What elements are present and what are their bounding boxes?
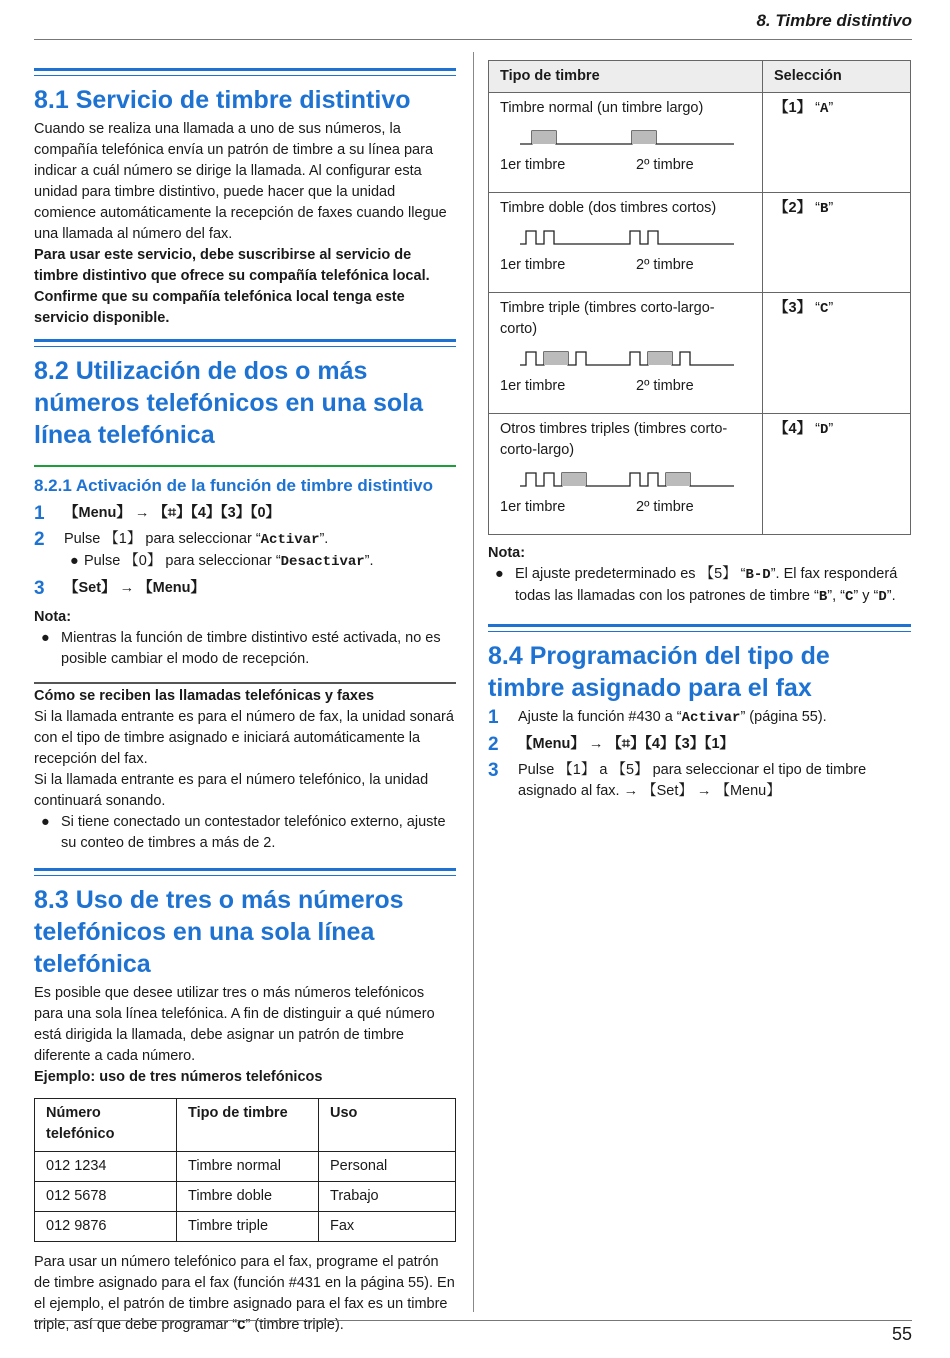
right-column bbox=[488, 60, 911, 807]
display-code: D bbox=[819, 422, 829, 438]
first-ring-label: 1er timbre bbox=[500, 378, 566, 394]
table-row bbox=[35, 1212, 456, 1242]
table-row bbox=[35, 1152, 456, 1182]
step-3 bbox=[488, 760, 911, 802]
section-8-1-note: Para usar este servicio, debe suscribirse al servicio de timbre distintivo que ofrece su compañía telefónica local. Confirme que su compañía telefónica local tenga este servicio disponible. bbox=[34, 247, 430, 326]
ring-labels bbox=[500, 155, 751, 176]
paragraph-part: Para usar un número telefónico para el fax, programe el patrón de timbre asignado para el fax (función #431 en la página 55). En el ejemplo, el patrón de timbre asignado para el fax es un timbre triple, así que debe programar “ bbox=[34, 1254, 455, 1333]
bullet-text-part: ” y “ bbox=[853, 588, 879, 604]
table-header-cell: Tipo de timbre bbox=[177, 1099, 319, 1152]
step-text: Pulse 【1】 a 【5】 para seleccionar el tipo de timbre asignado al fax. → 【Set】 → 【Menu】 bbox=[518, 762, 867, 799]
ring-type-label: Timbre doble (dos timbres cortos) bbox=[500, 200, 717, 216]
key-label: 【3】 bbox=[774, 300, 812, 316]
table-row bbox=[489, 414, 911, 535]
bullet-text-part: Pulse 【0】 para seleccionar “ bbox=[84, 553, 281, 569]
table-header-cell: Selección bbox=[763, 61, 911, 93]
how-paragraph-2: Si la llamada entrante es para el número telefónico, la unidad continuará sonando. bbox=[34, 772, 429, 809]
bullet-text: Mientras la función de timbre distintivo esté activada, no es posible cambiar el modo de recepción. bbox=[61, 630, 441, 667]
first-ring-label: 1er timbre bbox=[500, 499, 566, 515]
ring-type-cell bbox=[489, 93, 763, 193]
bullet-icon: ● bbox=[41, 814, 50, 830]
display-code: C bbox=[844, 589, 854, 605]
bullet-text-part: ”. El fax responderá todas las llamadas con los patrones de timbre “ bbox=[515, 566, 898, 604]
table-header-cell: Número telefónico bbox=[35, 1099, 177, 1152]
key-label: 【1】 bbox=[774, 100, 812, 116]
section-8-3-title: 8.3 Uso de tres o más números telefónicos en una sola línea telefónica bbox=[34, 886, 404, 978]
table-cell: Trabajo bbox=[319, 1182, 456, 1212]
section-bar bbox=[34, 339, 456, 347]
table-cell: 012 5678 bbox=[35, 1182, 177, 1212]
section-8-3-after bbox=[34, 1252, 456, 1337]
step-2 bbox=[34, 529, 456, 551]
ring-type-cell bbox=[489, 414, 763, 535]
first-ring-label: 1er timbre bbox=[500, 157, 566, 173]
selection-cell: 【3】 “C” bbox=[763, 293, 911, 414]
step-text-part: Pulse 【1】 para seleccionar “ bbox=[64, 531, 261, 547]
table-row bbox=[489, 193, 911, 293]
ring-type-label: Otros timbres triples (timbres corto-corto-largo) bbox=[500, 421, 728, 458]
step-text: 【Set】 → 【Menu】 bbox=[64, 580, 205, 596]
bullet-text-part: ”. bbox=[364, 553, 374, 569]
second-ring-label: 2º timbre bbox=[636, 378, 694, 394]
step-number: 2 bbox=[34, 529, 45, 550]
table-cell: Fax bbox=[319, 1212, 456, 1242]
ring-type-label: Timbre triple (timbres corto-largo-corto) bbox=[500, 300, 715, 337]
step-1 bbox=[488, 707, 911, 729]
display-code: B-D bbox=[745, 567, 771, 583]
table-cell: Timbre doble bbox=[177, 1182, 319, 1212]
step-text: 【Menu】 → 【⌗】【4】【3】【1】 bbox=[518, 736, 735, 752]
table-header-cell: Tipo de timbre bbox=[489, 61, 763, 93]
second-ring-label: 2º timbre bbox=[636, 499, 694, 515]
ring-pattern-icon bbox=[520, 469, 735, 489]
second-ring-label: 2º timbre bbox=[636, 157, 694, 173]
display-code: A bbox=[819, 101, 829, 117]
bullet-text-part: El ajuste predeterminado es 【5】 “ bbox=[515, 566, 746, 582]
ring-labels bbox=[500, 497, 751, 518]
bullet-icon: ● bbox=[495, 566, 504, 582]
ring-type-cell bbox=[489, 293, 763, 414]
section-8-4-title: 8.4 Programación del tipo de timbre asignado para el fax bbox=[488, 642, 830, 702]
second-ring-label: 2º timbre bbox=[636, 257, 694, 273]
step-text bbox=[518, 707, 827, 729]
display-code: B bbox=[819, 201, 829, 217]
subsection-bar bbox=[34, 465, 456, 469]
example-table bbox=[34, 1098, 456, 1242]
step-2 bbox=[488, 734, 911, 755]
bullet-text-part: ”. bbox=[886, 588, 896, 604]
note-bullet bbox=[34, 628, 456, 670]
bullet-text bbox=[84, 551, 374, 573]
ring-pattern-icon bbox=[520, 348, 735, 368]
step-3 bbox=[34, 578, 456, 599]
page-number: 55 bbox=[891, 1324, 912, 1344]
paragraph-part: ” (timbre triple). bbox=[245, 1317, 344, 1333]
step-number: 1 bbox=[34, 503, 45, 524]
table-header-cell: Uso bbox=[319, 1099, 456, 1152]
step-number: 3 bbox=[34, 578, 45, 599]
bullet-text: Si tiene conectado un contestador telefónico externo, ajuste su conteo de timbres a más de 2. bbox=[61, 814, 446, 851]
how-paragraph-1: Si la llamada entrante es para el número de fax, la unidad sonará con el tipo de timbre asignado e iniciará automáticamente la recepción del fax. bbox=[34, 709, 454, 767]
footer-rule bbox=[34, 1320, 912, 1321]
step-text bbox=[64, 529, 328, 551]
step-number: 3 bbox=[488, 760, 499, 781]
step-number: 1 bbox=[488, 707, 499, 728]
section-8-1-title: 8.1 Servicio de timbre distintivo bbox=[34, 86, 411, 114]
ring-labels bbox=[500, 255, 751, 276]
display-code: D bbox=[878, 589, 887, 605]
table-cell: Timbre triple bbox=[177, 1212, 319, 1242]
bullet-icon: ● bbox=[70, 553, 79, 569]
display-code: Activar bbox=[681, 710, 741, 726]
table-row bbox=[489, 293, 911, 414]
ring-type-label: Timbre normal (un timbre largo) bbox=[500, 100, 704, 116]
step-text: 【Menu】 → 【⌗】【4】【3】【0】 bbox=[64, 505, 281, 521]
table-row bbox=[35, 1182, 456, 1212]
ring-labels bbox=[500, 376, 751, 397]
column-divider bbox=[473, 52, 474, 1312]
section-8-2-1-title: 8.2.1 Activación de la función de timbre distintivo bbox=[34, 476, 433, 495]
note-heading: Nota: bbox=[488, 545, 526, 561]
display-code: Desactivar bbox=[280, 554, 365, 570]
note-heading: Nota: bbox=[34, 609, 72, 625]
table-header-row bbox=[35, 1099, 456, 1152]
step-text-part: Ajuste la función #430 a “ bbox=[518, 709, 682, 725]
section-8-1-body: Cuando se realiza una llamada a uno de sus números, la compañía telefónica envía un patrón de timbre a su línea para indicar a cuál número se dirige la llamada. Al configurar esta unidad para timbre distintivo, puede hacer que la unidad comience automáticamente la recepción de faxes cuando llegue una llamada al número del fax. bbox=[34, 121, 447, 242]
display-code: C bbox=[819, 301, 829, 317]
step-1 bbox=[34, 503, 456, 524]
display-code: B bbox=[818, 589, 828, 605]
table-header-row bbox=[489, 61, 911, 93]
key-label: 【4】 bbox=[774, 421, 812, 437]
how-title: Cómo se reciben las llamadas telefónicas y faxes bbox=[34, 688, 375, 704]
table-cell: 012 1234 bbox=[35, 1152, 177, 1182]
table-cell: Personal bbox=[319, 1152, 456, 1182]
note-bullet bbox=[488, 564, 911, 608]
section-bar bbox=[488, 624, 911, 632]
step-text-part: ”. bbox=[319, 531, 329, 547]
section-bar bbox=[34, 68, 456, 76]
ring-type-cell bbox=[489, 193, 763, 293]
step-2-bullet bbox=[34, 551, 456, 573]
section-8-2-title: 8.2 Utilización de dos o más números telefónicos en una sola línea telefónica bbox=[34, 357, 423, 449]
table-row bbox=[489, 93, 911, 193]
step-text-part: ” (página 55). bbox=[740, 709, 827, 725]
section-bar bbox=[34, 868, 456, 876]
bullet-icon: ● bbox=[41, 630, 50, 646]
selection-cell: 【4】 “D” bbox=[763, 414, 911, 535]
left-column bbox=[34, 68, 456, 1337]
ring-pattern-icon bbox=[520, 127, 735, 147]
selection-cell: 【2】 “B” bbox=[763, 193, 911, 293]
section-8-3-body: Es posible que desee utilizar tres o más números telefónicos para una sola línea telefónica. A fin de distinguir a qué número está dirigida la llamada, debe asignar un patrón de timbre diferente a cada número. bbox=[34, 985, 435, 1064]
chapter-title: 8. Timbre distintivo bbox=[756, 11, 912, 30]
table-cell: 012 9876 bbox=[35, 1212, 177, 1242]
ring-pattern-table bbox=[488, 60, 911, 535]
header-rule bbox=[34, 39, 912, 40]
ring-pattern-icon bbox=[520, 227, 735, 247]
display-code: C bbox=[237, 1318, 246, 1334]
bullet-text-part: ”, “ bbox=[827, 588, 845, 604]
first-ring-label: 1er timbre bbox=[500, 257, 566, 273]
example-title: Ejemplo: uso de tres números telefónicos bbox=[34, 1069, 323, 1085]
step-number: 2 bbox=[488, 734, 499, 755]
bullet-text bbox=[515, 564, 911, 608]
display-code: Activar bbox=[260, 532, 320, 548]
selection-cell: 【1】 “A” bbox=[763, 93, 911, 193]
table-cell: Timbre normal bbox=[177, 1152, 319, 1182]
how-bullet bbox=[34, 812, 456, 854]
key-label: 【2】 bbox=[774, 200, 812, 216]
